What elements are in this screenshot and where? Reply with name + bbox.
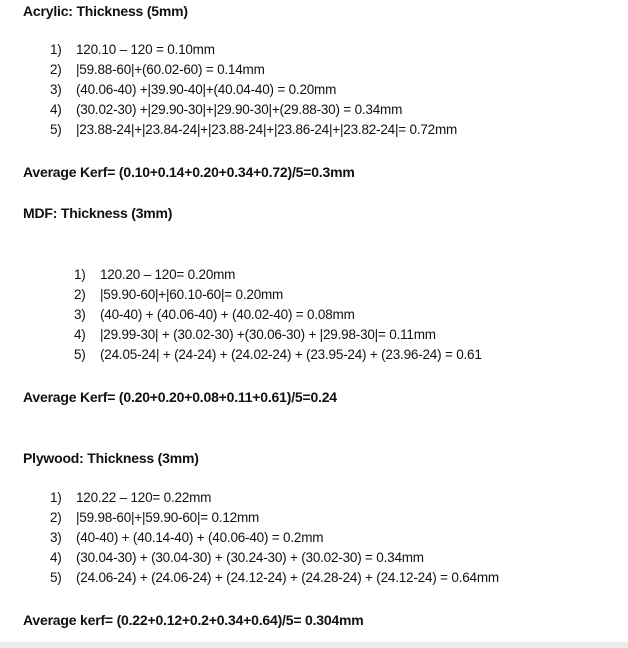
plywood-list — [50, 488, 499, 588]
item-text: |59.98-60|+|59.90-60|= 0.12mm — [76, 510, 260, 525]
item-number: 4) — [50, 102, 62, 117]
list-item — [50, 528, 499, 548]
plywood-heading: Plywood: Thickness (3mm) — [23, 450, 199, 466]
list-item — [74, 265, 482, 285]
mdf-average: Average Kerf= (0.20+0.20+0.08+0.11+0.61)/5=0.24 — [23, 389, 337, 405]
item-text: (24.05-24| + (24-24) + (24.02-24) + (23.95-24) + (23.96-24) = 0.61 — [100, 347, 482, 362]
item-text: (30.04-30) + (30.04-30) + (30.24-30) + (30.02-30) = 0.34mm — [76, 550, 424, 565]
list-item — [50, 488, 499, 508]
list-item — [74, 285, 482, 305]
item-number: 2) — [50, 62, 62, 77]
item-text: (24.06-24) + (24.06-24) + (24.12-24) + (24.28-24) + (24.12-24) = 0.64mm — [76, 570, 499, 585]
item-number: 1) — [50, 490, 62, 505]
item-text: (30.02-30) +|29.90-30|+|29.90-30|+(29.88-30) = 0.34mm — [76, 102, 403, 117]
item-number: 2) — [74, 287, 86, 302]
item-number: 1) — [74, 267, 86, 282]
list-item — [74, 305, 482, 325]
acrylic-heading: Acrylic: Thickness (5mm) — [23, 3, 188, 19]
item-number: 4) — [50, 550, 62, 565]
item-number: 3) — [50, 82, 62, 97]
list-item — [74, 325, 482, 345]
mdf-list — [74, 265, 482, 365]
plywood-average: Average kerf= (0.22+0.12+0.2+0.34+0.64)/5= 0.304mm — [23, 612, 364, 628]
item-text: (40-40) + (40.06-40) + (40.02-40) = 0.08mm — [100, 307, 355, 322]
item-number: 5) — [50, 570, 62, 585]
item-number: 4) — [74, 327, 86, 342]
item-text: |59.90-60|+|60.10-60|= 0.20mm — [100, 287, 284, 302]
item-text: 120.20 – 120= 0.20mm — [100, 267, 236, 282]
item-number: 3) — [74, 307, 86, 322]
item-text: (40.06-40) +|39.90-40|+(40.04-40) = 0.20mm — [76, 82, 337, 97]
item-text: 120.22 – 120= 0.22mm — [76, 490, 212, 505]
item-text: |29.99-30| + (30.02-30) +(30.06-30) + |29.98-30|= 0.11mm — [100, 327, 436, 342]
item-number: 2) — [50, 510, 62, 525]
page-bottom-edge — [0, 642, 628, 648]
list-item — [50, 80, 457, 100]
item-number: 5) — [74, 347, 86, 362]
list-item — [50, 60, 457, 80]
item-number: 3) — [50, 530, 62, 545]
list-item — [50, 508, 499, 528]
list-item — [50, 40, 457, 60]
item-number: 1) — [50, 42, 62, 57]
list-item — [50, 120, 457, 140]
item-number: 5) — [50, 122, 62, 137]
list-item — [50, 548, 499, 568]
acrylic-average: Average Kerf= (0.10+0.14+0.20+0.34+0.72)/5=0.3mm — [23, 164, 355, 180]
item-text: |59.88-60|+(60.02-60) = 0.14mm — [76, 62, 265, 77]
list-item — [50, 100, 457, 120]
item-text: (40-40) + (40.14-40) + (40.06-40) = 0.2mm — [76, 530, 324, 545]
item-text: 120.10 – 120 = 0.10mm — [76, 42, 215, 57]
mdf-heading: MDF: Thickness (3mm) — [23, 205, 173, 221]
list-item — [74, 345, 482, 365]
acrylic-list — [50, 40, 457, 140]
list-item — [50, 568, 499, 588]
item-text: |23.88-24|+|23.84-24|+|23.88-24|+|23.86-24|+|23.82-24|= 0.72mm — [76, 122, 458, 137]
